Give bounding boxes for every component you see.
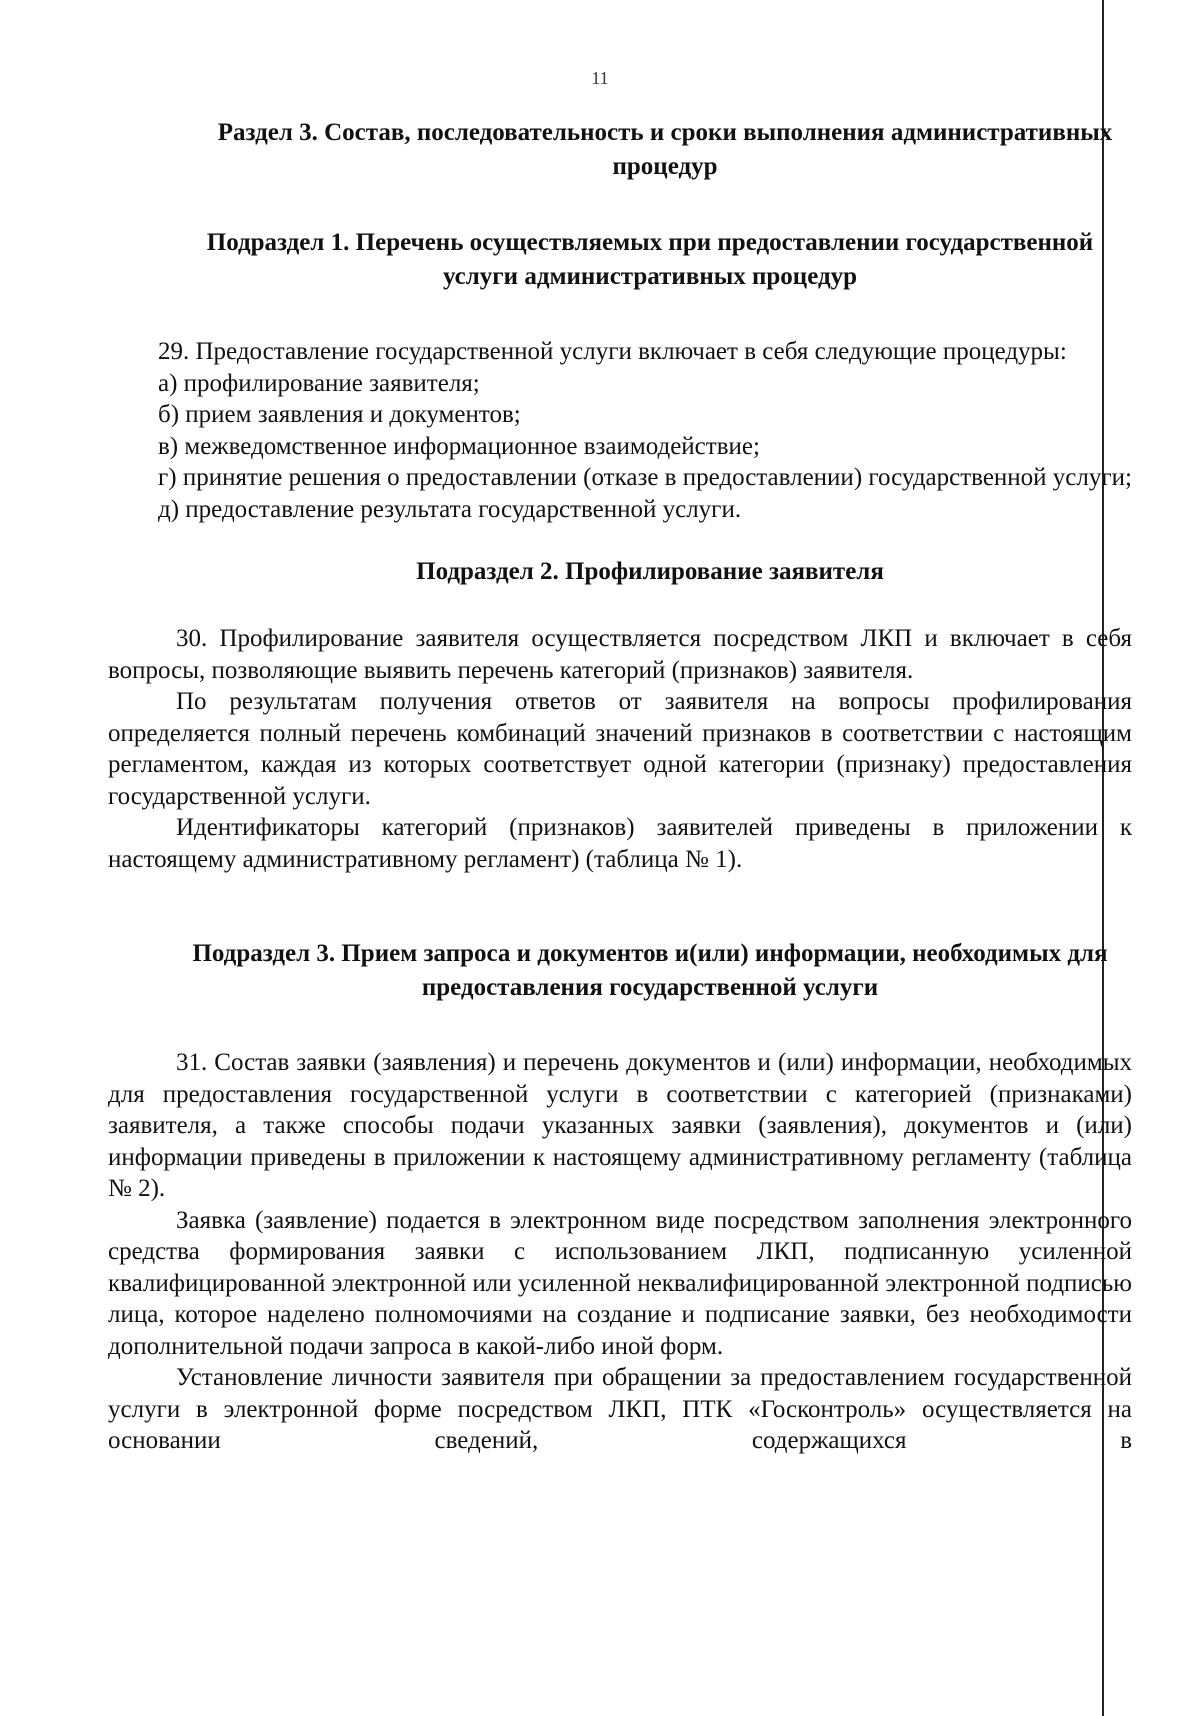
procedures-list — [108, 368, 1132, 526]
paragraph: Заявка (заявление) подается в электронном виде посредством заполнения электронного средства формирования заявки с использованием ЛКП, подписанную усиленной квалифицированной электронной или усиленной неквалифицированной электронной подписью лица, которое наделено полномочиями на создание и подписание заявки, без необходимости дополнительной подачи запроса в какой-либо иной форм. — [108, 1206, 1132, 1360]
paragraph: По результатам получения ответов от заявителя на вопросы профилирования определяется полный перечень комбинаций значений признаков в соответствии с настоящим регламентом, каждая из которых соответствует одной категории (признаку) предоставления государственной услуги. — [108, 688, 1132, 810]
subsection-2-title: Подраздел 2. Профилирование заявителя — [416, 558, 884, 585]
list-item: г) принятие решения о предоставлении (отказе в предоставлении) государственной услуги; — [158, 464, 1132, 491]
list-item: д) предоставление результата государственной услуги. — [158, 495, 742, 523]
list-item: б) прием заявления и документов; — [158, 401, 521, 428]
paragraph: Установление личности заявителя при обращении за предоставлением государственной услуги в электронной форме посредством ЛКП, ПТК «Госконтроль» осуществляется на основании сведений, содержащихся в — [108, 1364, 1132, 1454]
paragraph-31: 31. Состав заявки (заявления) и перечень документов и (или) информации, необходимых для предоставления государственной услуги в соответствии с категорией (признаками) заявителя, а также способы подачи указанных заявки (заявления), документов и (или) информации приведены в приложении к настоящему административному регламенту (таблица № 2). — [108, 1049, 1132, 1202]
list-item: а) профилирование заявителя; — [158, 369, 480, 397]
section-title: Раздел 3. Состав, последовательность и сроки выполнения административных процедур — [217, 119, 1113, 180]
subsection-3-title: Подраздел 3. Прием запроса и документов и(или) информации, необходимых для предоставления государственной услуги — [192, 940, 1108, 1001]
list-item: в) межведомственное информационное взаимодействие; — [158, 432, 760, 460]
paragraph: Идентификаторы категорий (признаков) заявителей приведены в приложении к настоящему административному регламент) (таблица № 1). — [108, 814, 1132, 873]
paragraph-29: 29. Предоставление государственной услуги включает в себя следующие процедуры: — [158, 338, 1067, 365]
document-body — [108, 116, 1132, 1457]
page-number: 11 — [591, 68, 609, 88]
paragraph-30: 30. Профилирование заявителя осуществляется посредством ЛКП и включает в себя вопросы, позволяющие выявить перечень категорий (признаков) заявителя. — [108, 625, 1132, 684]
subsection-1-title: Подраздел 1. Перечень осуществляемых при предоставлении государственной услуги административных процедур — [206, 229, 1094, 290]
